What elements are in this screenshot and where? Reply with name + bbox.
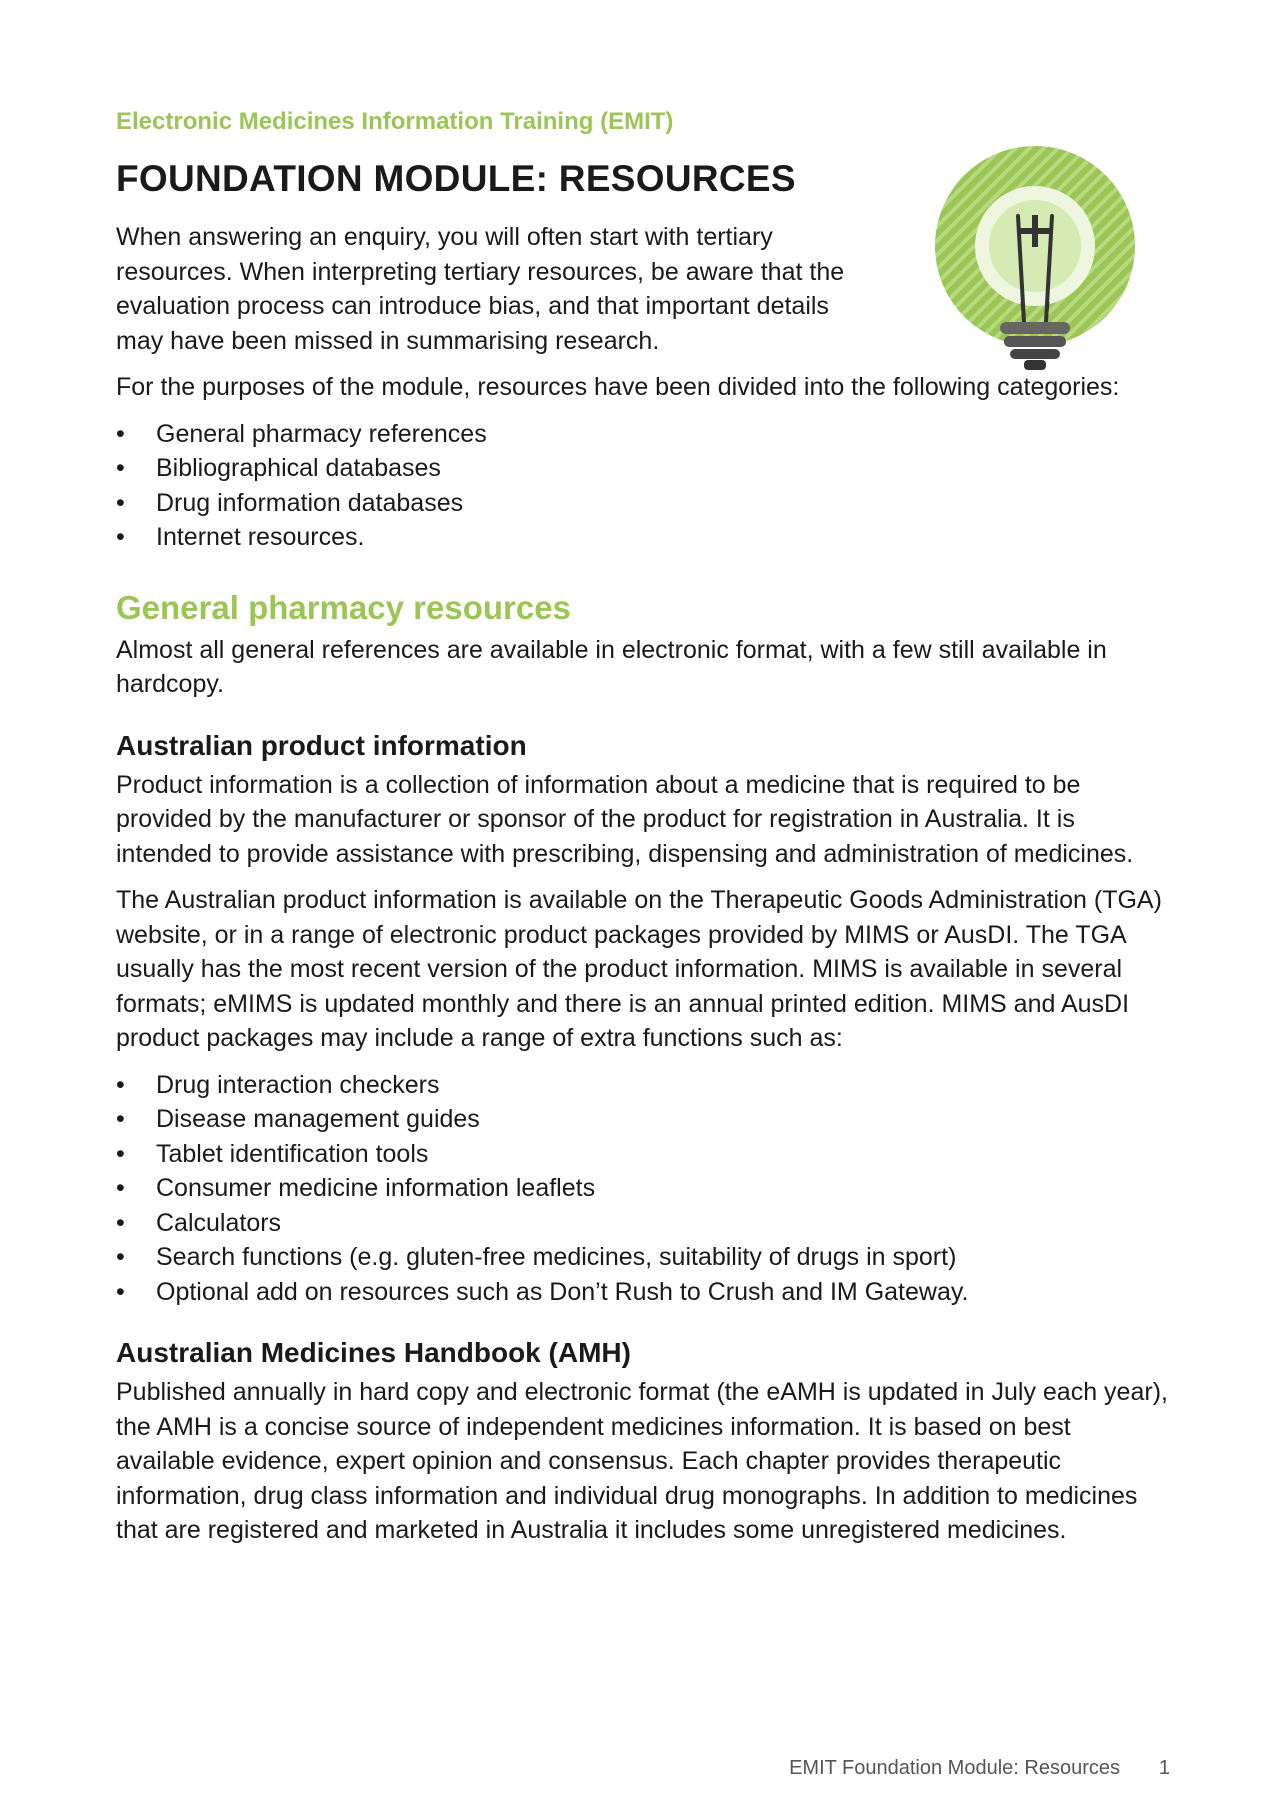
amh-paragraph: Published annually in hard copy and electronic format (the eAMH is updated in July each year), the AMH is a concise source of independent medicines information. It is based on best available evidence, expert opinion and consensus. Each chapter provides therapeutic information, drug class information and individual drug monographs. In addition to medicines that are registered and marketed in Australia it includes some unregistered medicines. (116, 1378, 1168, 1544)
subheading-amh: Australian Medicines Handbook (AMH) (116, 1337, 631, 1368)
list-item: • Search functions (e.g. gluten-free medicines, suitability of drugs in sport) (116, 1240, 1176, 1275)
page-title: FOUNDATION MODULE: RESOURCES (116, 158, 796, 199)
page-number: 1 (1158, 1757, 1170, 1779)
list-item: • Optional add on resources such as Don’t Rush to Crush and IM Gateway. (116, 1275, 1176, 1310)
list-item: • Drug interaction checkers (116, 1068, 1176, 1103)
product-info-paragraph-2: The Australian product information is available on the Therapeutic Goods Administration (TGA) website, or in a range of electronic product packages provided by MIMS or AusDI. The TGA usually has the most recent version of the product information. MIMS is available in several formats; eMIMS is updated monthly and there is an annual printed edition. MIMS and AusDI product packages may include a range of extra functions such as: (116, 886, 1162, 1052)
product-info-paragraph-1: Product information is a collection of information about a medicine that is required to be provided by the manufacturer or sponsor of the product for registration in Australia. It is intended to provide assistance with prescribing, dispensing and administration of medicines. (116, 770, 1134, 868)
function-list (116, 1068, 1176, 1310)
categories-lead: For the purposes of the module, resources have been divided into the following categories: (116, 373, 1120, 401)
intro-paragraph: When answering an enquiry, you will often start with tertiary resources. When interpreting tertiary resources, be aware that the evaluation process can introduce bias, and that important details may have been missed in summarising research. (116, 223, 845, 355)
category-list (116, 417, 1176, 555)
list-item: • General pharmacy references (116, 417, 1176, 452)
course-eyebrow: Electronic Medicines Information Training (EMIT) (116, 108, 674, 135)
list-item: • Drug information databases (116, 486, 1176, 521)
list-item: • Internet resources. (116, 520, 1176, 555)
list-item: • Disease management guides (116, 1102, 1176, 1137)
lightbulb-plus-icon (930, 146, 1140, 376)
list-item: • Bibliographical databases (116, 451, 1176, 486)
general-paragraph: Almost all general references are available in electronic format, with a few still available in hardcopy. (116, 635, 1107, 698)
list-item: • Calculators (116, 1206, 1176, 1241)
list-item: • Tablet identification tools (116, 1137, 1176, 1172)
list-item: • Consumer medicine information leaflets (116, 1171, 1176, 1206)
section-heading-general: General pharmacy resources (116, 588, 571, 626)
footer-title: EMIT Foundation Module: Resources (789, 1757, 1120, 1779)
subheading-product-information: Australian product information (116, 729, 527, 761)
